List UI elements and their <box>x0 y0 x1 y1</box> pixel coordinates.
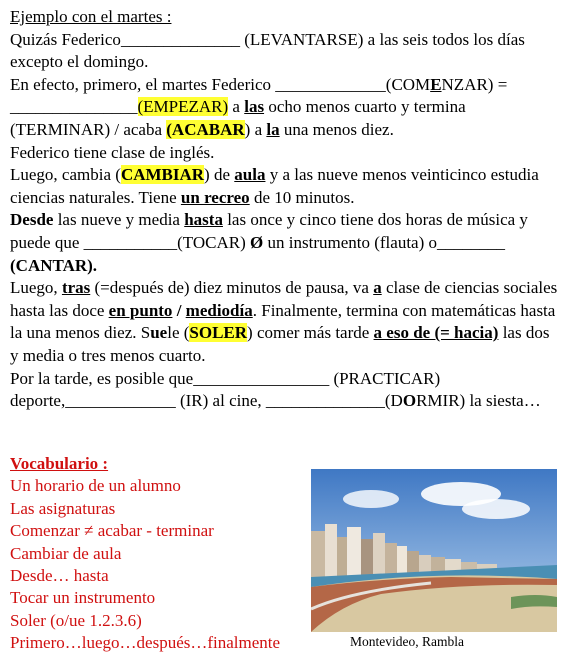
rambla-photo <box>311 469 557 632</box>
paragraph-6: Luego, tras (=después de) diez minutos de pausa, va a clase de ciencias sociales hasta las doce en punto / mediodía. Finalmente, termina con matemáticas hasta la una menos diez. Suele (SOLER) comer más tarde a eso de (= hacia) las dos y media o tres menos cuarto. <box>10 278 558 365</box>
paragraph-1: Quizás Federico______________ (LEVANTARSE) a las seis todos los días excepto el domingo. <box>10 29 525 72</box>
highlight-cambiar: CAMBIAR <box>120 165 205 185</box>
blank-comenzar[interactable]: _____________ <box>275 74 386 94</box>
paragraph-3: Federico tiene clase de inglés. <box>10 142 215 162</box>
blank-tocar[interactable]: ___________ <box>83 232 178 252</box>
vocabulary-item: Comenzar ≠ acabar - terminar <box>10 521 214 541</box>
paragraph-7: Por la tarde, es posible que________________ (PRACTICAR) deporte,_____________ (IR) al cine, ______________(DORMIR) la siesta… <box>10 368 541 411</box>
highlight-soler: SOLER <box>189 323 248 343</box>
blank-empezar[interactable]: _______________ <box>10 97 138 117</box>
vocabulary-item: Tocar un instrumento <box>10 588 156 608</box>
rambla-illustration <box>311 469 557 632</box>
blank-cantar[interactable]: ________ <box>437 232 506 252</box>
vocabulary-item: Soler (o/ue 1.2.3.6) <box>10 610 142 630</box>
cloud <box>343 490 399 508</box>
vocabulary-item: Desde… hasta <box>10 566 109 586</box>
vocabulary-item: Cambiar de aula <box>10 543 122 563</box>
exercise-title: Ejemplo con el martes : <box>10 7 172 26</box>
exercise-text <box>10 6 562 413</box>
paragraph-4: Luego, cambia (CAMBIAR) de aula y a las nueve menos veinticinco estudia ciencias naturales. Tiene un recreo de 10 minutos. <box>10 165 539 207</box>
blank-practicar[interactable]: ________________ <box>193 368 330 388</box>
photo-caption: Montevideo, Rambla <box>350 634 464 649</box>
paragraph-5: Desde las nueve y media hasta las once y cinco tiene dos horas de música y puede que ___________(TOCAR) Ø un instrumento (flauta) o________ (CANTAR). <box>10 210 528 275</box>
blank-levantarse[interactable]: ______________ <box>120 29 240 49</box>
blank-dormir[interactable]: ______________ <box>265 391 385 411</box>
vocabulary-title: Vocabulario : <box>10 454 109 473</box>
highlight-acabar: (ACABAR <box>166 119 245 139</box>
highlight-empezar: (EMPEZAR) <box>137 97 229 117</box>
blank-ir[interactable]: _____________ <box>65 391 176 411</box>
vocabulary-item: Las asignaturas <box>10 498 116 518</box>
vocabulary-item: Primero…luego…después…finalmente <box>10 633 281 653</box>
cloud <box>462 499 530 519</box>
vocabulary-item: Un horario de un alumno <box>10 476 181 496</box>
paragraph-2: En efecto, primero, el martes Federico _____________(COMENZAR) = _______________(EMPEZAR) a las ocho menos cuarto y termina (TERMINAR) / acaba (ACABAR) a la una menos diez. <box>10 74 508 139</box>
vocabulary-list <box>10 453 310 655</box>
